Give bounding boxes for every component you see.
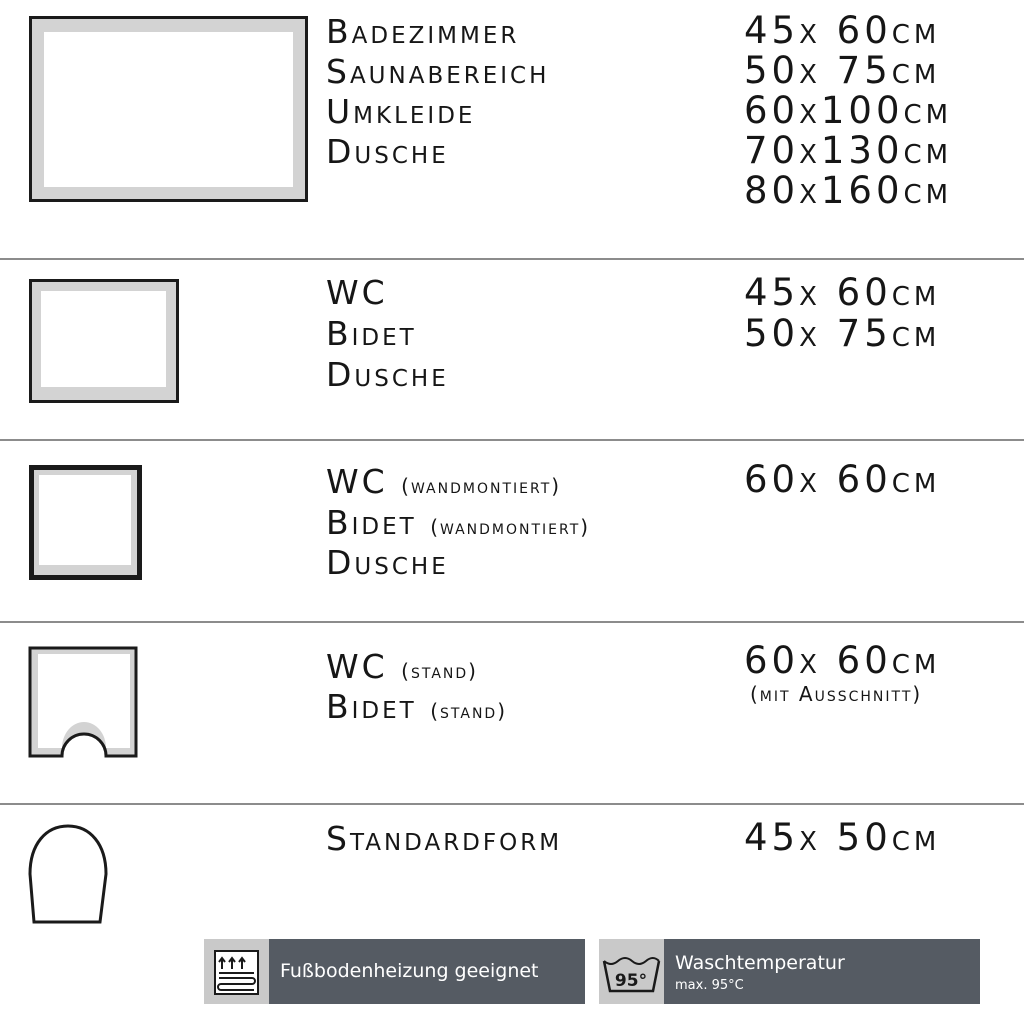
- size-value: 50x 75cm: [744, 49, 941, 92]
- size-value: 45x 50cm: [744, 816, 941, 859]
- separator: [0, 258, 1024, 260]
- room-name: Bidet (wandmontiert): [326, 503, 591, 542]
- size-value: 70x130cm: [744, 129, 953, 172]
- lid-cover-shape: [26, 822, 110, 926]
- rectangular-mat-large-shape: [29, 16, 308, 202]
- floor-heating-icon: [204, 939, 269, 1004]
- size-value: 45x 60cm: [744, 271, 941, 314]
- rectangular-mat-medium-shape: [29, 279, 179, 403]
- wash-temperature-label: Waschtemperatur: [675, 952, 845, 974]
- separator: [0, 439, 1024, 441]
- room-name: Dusche: [326, 132, 449, 171]
- svg-text:95°: 95°: [614, 971, 648, 991]
- room-name: Dusche: [326, 543, 449, 582]
- size-value: 60x100cm: [744, 89, 953, 132]
- room-name: Badezimmer: [326, 12, 520, 51]
- size-value: 60x 60cm: [744, 458, 941, 501]
- room-name: Bidet (stand): [326, 687, 508, 726]
- wash-temperature-sub: max. 95°C: [675, 978, 744, 993]
- room-name: WC: [326, 273, 388, 312]
- separator: [0, 803, 1024, 805]
- size-value: 50x 75cm: [744, 312, 941, 355]
- wash-temperature-badge: [599, 939, 980, 1004]
- square-mat-shape: [29, 465, 142, 580]
- room-name: Saunabereich: [326, 52, 550, 91]
- size-note: (mit Ausschnitt): [750, 682, 923, 706]
- room-name: Standardform: [326, 819, 563, 858]
- size-value: 80x160cm: [744, 169, 953, 212]
- separator: [0, 621, 1024, 623]
- room-name: WC (wandmontiert): [326, 462, 562, 501]
- size-value: 60x 60cm: [744, 639, 941, 682]
- room-name: Bidet: [326, 314, 417, 353]
- room-name: WC (stand): [326, 647, 478, 686]
- cutout-mat-shape: [26, 644, 142, 760]
- room-name: Dusche: [326, 355, 449, 394]
- floor-heating-label: Fußbodenheizung geeignet: [280, 960, 539, 982]
- size-value: 45x 60cm: [744, 9, 941, 52]
- room-name: Umkleide: [326, 92, 476, 131]
- floor-heating-badge: [204, 939, 585, 1004]
- wash-95-icon: [599, 939, 664, 1004]
